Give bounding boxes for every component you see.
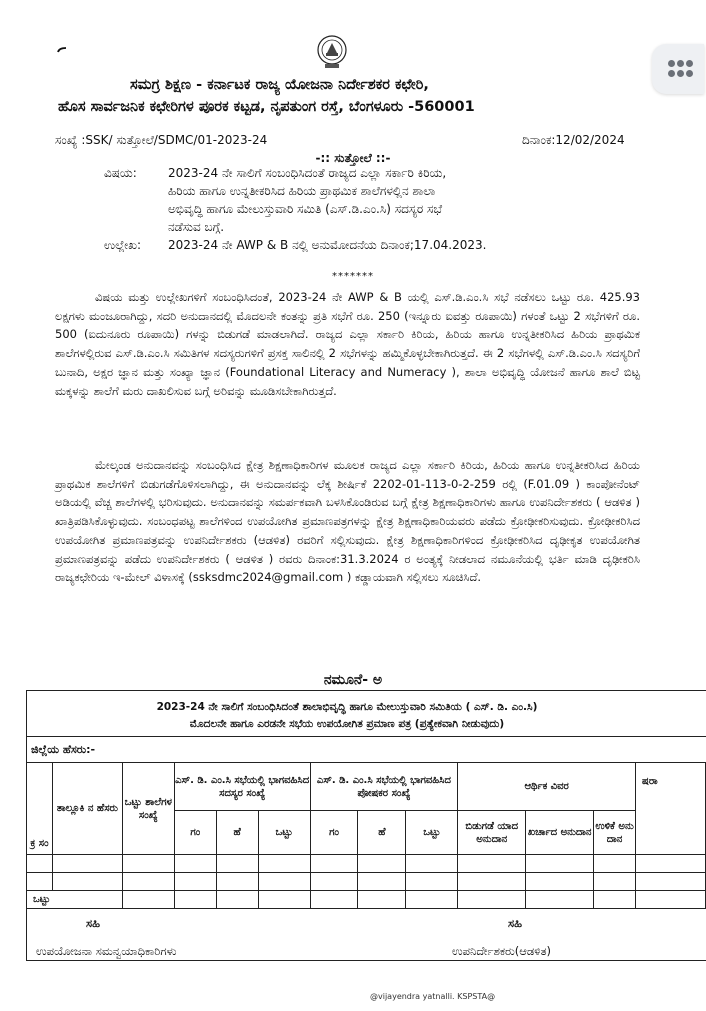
total-row-label: ಒಟ್ಟು [27, 891, 123, 909]
column-header-spent: ಖರ್ಚಾದ ಅನುದಾನ [526, 811, 594, 855]
dot-icon [668, 70, 675, 77]
signature-label-right: ಸಹಿ [508, 916, 523, 930]
reference-text: 2023-24 ನೇ AWP & B ನಲ್ಲಿ ಅನುಮೋದನೆಯ ದಿನಾಂಕ;17.04.2023. [168, 238, 487, 252]
table-row-total [27, 891, 706, 909]
paragraph-text: ಮೇಲ್ಕಂಡ ಅನುದಾನವನ್ನು ಸಂಬಂಧಿಸಿದ ಕ್ಷೇತ್ರ ಶಿಕ್ಷಣಾಧಿಕಾರಿಗಳ ಮೂಲಕ ರಾಜ್ಯದ ಎಲ್ಲಾ ಸರ್ಕಾರಿ ಕಿರಿಯ, ಹಿರಿಯ ಹಾಗೂ ಉನ್ನತೀಕರಿಸಿದ ಹಿರಿಯ ಪ್ರಾಥಮಿಕ ಶಾಲೆಗಳಿಗೆ ಬಿಡುಗಡೆಗೊಳಿಸಲಾಗಿದ್ದು, ಈ ಅನುದಾನವನ್ನು ಲೆಕ್ಕ ಶೀರ್ಷಿಕೆ 2202-01-113-0-2-259 ರಲ್ಲಿ (F.01.09 ) ಕಾಂಪೋನೆಂಟ್ ಅಡಿಯಲ್ಲಿ ವೆಚ್ಚ ಶಾಲೆಗಳಲ್ಲಿ ಭರಿಸುವುದು. ಅನುದಾನವನ್ನು ಸಮರ್ಪಕವಾಗಿ ಬಳಸಿಕೊಂಡಿರುವ ಬಗ್ಗೆ ಕ್ಷೇತ್ರ ಶಿಕ್ಷಣಾಧಿಕಾರಿಗಳು ಹಾಗೂ ಉಪನಿರ್ದೇಶಕರು ( ಆಡಳಿತ ) ಖಾತ್ರಿಪಡಿಸಿಕೊಳ್ಳುವುದು. ಸಂಬಂಧಪಟ್ಟ ಶಾಲೆಗಳಿಂದ ಉಪಯೋಗಿತ ಪ್ರಮಾಣಪತ್ರಗಳನ್ನು ಕ್ಷೇತ್ರ ಶಿಕ್ಷಣಾಧಿಕಾರಿಯವರು ಪಡೆದು ಕ್ರೋಢೀಕರಿಸುವುದು. ಕ್ರೋಢೀಕರಿಸಿದ ಉಪಯೋಗಿತ ಪ್ರಮಾಣಪತ್ರವನ್ನು ಉಪನಿರ್ದೇಶಕರು (ಆಡಳಿತ) ರವರಿಗೆ ಸಲ್ಲಿಸುವುದು. ಕ್ಷೇತ್ರ ಶಿಕ್ಷಣಾಧಿಕಾರಿಗಳಿಂದ ಕ್ರೋಢೀಕರಿಸಿದ ದೃಢೀಕೃತ ಉಪಯೋಗಿತ ಪ್ರಮಾಣಪತ್ರವನ್ನು ಪಡೆದು ಉಪನಿರ್ದೇಶಕರು ( ಆಡಳಿತ ) ರವರು ದಿನಾಂಕ:31.3.2024 ರ ಅಂತ್ಯಕ್ಕೆ ನೀಡಲಾದ ನಮೂನೆಯಲ್ಲಿ ಭರ್ತಿ ಮಾಡಿ ದೃಢೀಕರಿಸಿ ರಾಜ್ಯಕಛೇರಿಯ ಇ-ಮೇಲ್ ವಿಳಾಸಕ್ಕೆ (ssksdmc2024@gmail.com ) ಕಡ್ಡಾಯವಾಗಿ ಸಲ್ಲಿಸಲು ಸೂಚಿಸಿದೆ. [55, 458, 640, 585]
utilization-table [26, 762, 706, 909]
subject-line: ನಡೆಸುವ ಬಗ್ಗೆ. [168, 220, 225, 234]
signature-label-left: ಸಹಿ [86, 916, 101, 930]
column-header-female: ಹೆ [358, 811, 406, 855]
table-row [27, 873, 706, 891]
column-header-serial: ಕ್ರ ಸಂ [27, 763, 53, 855]
reference-label: ಉಲ್ಲೇಖ: [104, 238, 142, 252]
credit-watermark: @vijayendra yatnalli. KSPSTA@ [370, 992, 496, 1001]
table-row [27, 855, 706, 873]
subject-line: ಅಭಿವೃದ್ಧಿ ಹಾಗೂ ಮೇಲುಸ್ತುವಾರಿ ಸಮಿತಿ (ಎಸ್.ಡಿ.ಎಂ.ಸಿ) ಸದಸ್ಯರ ಸಭೆ [168, 202, 443, 216]
dot-icon [668, 60, 675, 67]
officer-left: ಉಪಯೋಜನಾ ಸಮನ್ವಯಾಧಿಕಾರಿಗಳು [36, 944, 177, 958]
dot-icon [686, 60, 693, 67]
column-header-male: ಗಂ [310, 811, 358, 855]
reference-number: ಸಂಖ್ಯೆ :SSK/ ಸುತ್ತೋಲೆ/SDMC/01-2023-24 [55, 133, 268, 147]
divider [27, 736, 706, 737]
column-header-balance: ಉಳಿಕೆ ಅನು ದಾನ [594, 811, 636, 855]
column-header-total: ಒಟ್ಟು [258, 811, 310, 855]
form-heading-line: 2023-24 ನೇ ಸಾಲಿಗೆ ಸಂಬಂಧಿಸಿದಂತೆ ಶಾಲಾಭಿವೃದ್ಧಿ ಹಾಗೂ ಮೇಲುಸ್ತುವಾರಿ ಸಮಿತಿಯ ( ಎಸ್. ಡಿ. ಎಂ.ಸಿ) [156, 701, 538, 713]
column-header-parents: ಎಸ್. ಡಿ. ಎಂ.ಸಿ ಸಭೆಯಲ್ಲಿ ಭಾಗವಹಿಸಿದ ಪೋಷಕರ ಸಂಖ್ಯೆ [310, 763, 458, 811]
subject-label: ವಿಷಯ: [104, 166, 137, 180]
dot-icon [677, 70, 684, 77]
subject-line: ಹಿರಿಯ ಹಾಗೂ ಉನ್ನತೀಕರಿಸಿದ ಹಿರಿಯ ಪ್ರಾಥಮಿಕ ಶಾಲೆಗಳಲ್ಲಿನ ಶಾಲಾ [168, 184, 436, 198]
column-header-total: ಒಟ್ಟು [406, 811, 458, 855]
column-header-taluk: ತಾಲ್ಲೂಕಿ ನ ಹೆಸರು [52, 763, 122, 855]
dot-icon [686, 70, 693, 77]
government-seal-icon [316, 34, 348, 70]
office-title: ಸಮಗ್ರ ಶಿಕ್ಷಣ - ಕರ್ನಾಟಕ ರಾಜ್ಯ ಯೋಜನಾ ನಿರ್ದೇಶಕರ ಕಛೇರಿ, [130, 77, 429, 93]
corner-mark-icon [57, 47, 67, 53]
paragraph-text: ವಿಷಯ ಮತ್ತು ಉಲ್ಲೇಖಗಳಿಗೆ ಸಂಬಂಧಿಸಿದಂತೆ, 2023-24 ನೇ AWP & B ಯಲ್ಲಿ ಎಸ್.ಡಿ.ಎಂ.ಸಿ ಸಭೆ ನಡೆಸಲು ಒಟ್ಟು ರೂ. 425.93 ಲಕ್ಷಗಳು ಮಂಜೂರಾಗಿದ್ದು, ಸದರಿ ಅನುದಾನದಲ್ಲಿ ಮೊದಲನೇ ಕಂತನ್ನು ಪ್ರತಿ ಸಭೆಗೆ ರೂ. 250 (ಇನ್ನೂರು ಐವತ್ತು ರೂಪಾಯಿ) ಗಳಂತೆ ಒಟ್ಟು 2 ಸಭೆಗಳಿಗೆ ರೂ. 500 (ಐದುನೂರು ರೂಪಾಯಿ) ಗಳನ್ನು ಬಿಡುಗಡೆ ಮಾಡಲಾಗಿದೆ. ರಾಜ್ಯದ ಎಲ್ಲಾ ಸರ್ಕಾರಿ ಕಿರಿಯ, ಹಿರಿಯ ಹಾಗೂ ಉನ್ನತೀಕರಿಸಿದ ಹಿರಿಯ ಪ್ರಾಥಮಿಕ ಶಾಲೆಗಳಲ್ಲಿರುವ ಎಸ್.ಡಿ.ಎಂ.ಸಿ ಸಮಿತಿಗಳ ಸದಸ್ಯರುಗಳಿಗೆ ಪ್ರಸಕ್ತ ಸಾಲಿನಲ್ಲಿ 2 ಸಭೆಗಳನ್ನು ಹಮ್ಮಿಕೊಳ್ಳಬೇಕಾಗಿರುತ್ತದೆ. ಈ 2 ಸಭೆಗಳಲ್ಲಿ ಎಸ್.ಡಿ.ಎಂ.ಸಿ ಸದಸ್ಯರಿಗೆ ಬುನಾದಿ, ಅಕ್ಷರ ಜ್ಞಾನ ಮತ್ತು ಸಂಖ್ಯಾ ಜ್ಞಾನ (Foundational Literacy and Numeracy ), ಶಾಲಾ ಅಭಿವೃದ್ಧಿ ಯೋಜನೆ ಹಾಗೂ ಶಾಲೆ ಬಿಟ್ಟ ಮಕ್ಕಳನ್ನು ಶಾಲೆಗೆ ಮರು ದಾಖಲಿಸುವ ಬಗ್ಗೆ ಅರಿವನ್ನು ಮೂಡಿಸಬೇಕಾಗಿರುತ್ತದೆ. [55, 290, 640, 398]
office-address: ಹೊಸ ಸಾರ್ವಜನಿಕ ಕಛೇರಿಗಳ ಪೂರಕ ಕಟ್ಟಡ, ನೃಪತುಂಗ ರಸ್ತೆ, ಬೆಂಗಳೂರು -560001 [58, 99, 475, 115]
body-paragraph-1 [55, 288, 640, 400]
body-paragraph-2 [55, 456, 640, 587]
separator-stars: ******* [332, 271, 374, 282]
column-header-male: ಗಂ [174, 811, 216, 855]
column-header-remarks: ಷರಾ [636, 763, 706, 855]
form-title: ನಮೂನೆ- ಅ [323, 672, 383, 688]
column-header-finance: ಆರ್ಥಿಕ ವಿವರ [458, 763, 636, 811]
document-date: ದಿನಾಂಕ:12/02/2024 [522, 133, 625, 147]
officer-right: ಉಪನಿರ್ದೇಶಕರು(ಆಡಳಿತ) [452, 944, 552, 958]
dot-icon [677, 60, 684, 67]
subject-line: 2023-24 ನೇ ಸಾಲಿಗೆ ಸಂಬಂಧಿಸಿದಂತೆ ರಾಜ್ಯದ ಎಲ್ಲಾ ಸರ್ಕಾರಿ ಕಿರಿಯ, [168, 166, 447, 180]
column-header-total-schools: ಒಟ್ಟು ಶಾಲೆಗಳ ಸಂಖ್ಯೆ [122, 763, 174, 855]
district-label: ಜಿಲ್ಲೆಯ ಹೆಸರು:- [31, 743, 96, 756]
circular-heading: -:: ಸುತ್ತೋಲೆ ::- [315, 151, 391, 165]
column-header-female: ಹೆ [216, 811, 258, 855]
more-options-button[interactable] [652, 44, 704, 94]
form-heading-line: ಮೊದಲನೇ ಹಾಗೂ ಎರಡನೇ ಸಭೆಯ ಉಪಯೋಗಿತ ಪ್ರಮಾಣ ಪತ್ರ (ಪ್ರತ್ಯೇಕವಾಗಿ ನೀಡುವುದು) [189, 718, 505, 730]
column-header-released: ಬಿಡುಗಡೆ ಯಾದ ಅನುದಾನ [458, 811, 526, 855]
column-header-members: ಎಸ್. ಡಿ. ಎಂ.ಸಿ ಸಭೆಯಲ್ಲಿ ಭಾಗವಹಿಸಿದ ಸದಸ್ಯರ ಸಂಖ್ಯೆ [174, 763, 310, 811]
